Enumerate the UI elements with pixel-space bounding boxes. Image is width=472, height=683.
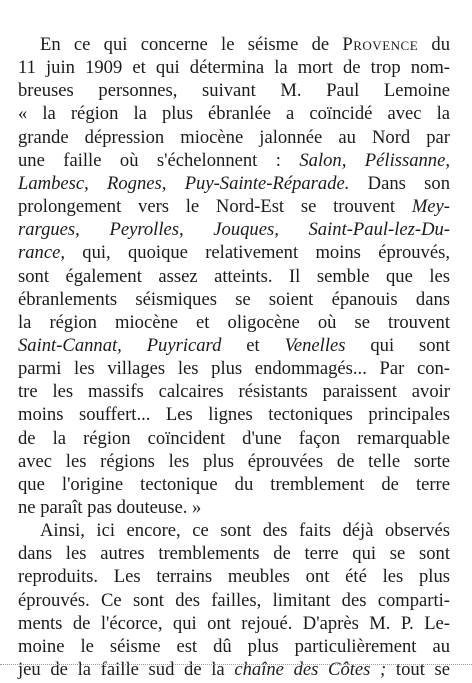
text-run: de la région coïncident d'une façon remarquable [18, 427, 450, 449]
text-line [18, 125, 450, 151]
italic-place-names: Lambesc, Rognes, Puy-Sainte-Réparade. [18, 172, 350, 194]
text-line [18, 217, 450, 243]
text-line [18, 518, 450, 544]
text-run: Dans son [349, 172, 451, 194]
italic-place-names: chaîne des Côtes ; [234, 659, 387, 680]
text-line [18, 264, 450, 290]
italic-place-names: Salon, Pélissanne, [299, 149, 450, 171]
text-line [18, 426, 450, 452]
text-line [18, 55, 450, 81]
text-line [18, 588, 450, 614]
text-run: prolongement vers le Nord-Est se trouvent [18, 196, 412, 217]
text-run: tre les massifs calcaires résistants paraissent avoir [18, 381, 450, 403]
text-run: et [221, 334, 285, 356]
text-line [18, 634, 450, 660]
text-run: que l'origine tectonique du tremblement de terre [18, 473, 450, 495]
page-bottom-edge [0, 664, 472, 673]
text-run: reproduits. Les terrains meubles ont été les plus [18, 566, 450, 588]
italic-place-names: Mey- [411, 196, 450, 217]
text-line [18, 449, 450, 475]
text-line [18, 495, 450, 521]
text-line [18, 356, 450, 382]
text-line [18, 171, 450, 197]
text-line [18, 402, 450, 428]
text-run: « la région la plus ébranlée a coïncidé avec la [18, 103, 450, 125]
text-run: moine le séisme est dû plus particulièrement au [18, 635, 450, 657]
text-run: En ce qui concerne le séisme de [40, 34, 343, 55]
italic-place-names: Venelles [284, 334, 346, 356]
text-run: jeu de la faille sud de la [18, 659, 235, 680]
text-run: éprouvés. Ce sont des failles, limitant des comparti- [18, 589, 450, 611]
text-run: qui, quoique relativement moins éprouvés, [64, 242, 450, 264]
italic-place-names: Saint-Cannat, Puyricard [18, 334, 222, 356]
text-run: qui sont [345, 334, 451, 356]
text-run: dans les autres tremblements de terre qui se sont [18, 543, 450, 565]
text-run: sont également assez atteints. Il semble que les [18, 265, 450, 287]
text-run: parmi les villages les plus endommagés... Par con- [18, 358, 450, 380]
italic-place-names: rargues, Peyrolles, Jouques, Saint-Paul-lez-Du- [18, 219, 450, 241]
text-run: Ainsi, ici encore, ce sont des faits déjà observés [40, 520, 450, 542]
text-line [18, 310, 450, 336]
text-line [18, 101, 450, 127]
text-line [18, 148, 450, 174]
text-line [18, 379, 450, 405]
text-run: ne paraît pas douteuse. » [18, 497, 202, 518]
italic-place-names: rance, [18, 242, 65, 264]
text-line [18, 564, 450, 590]
text-line [18, 333, 450, 359]
text-run: ments de l'écorce, qui ont rejoué. D'après M. P. Le- [18, 612, 450, 634]
small-caps-word: Provence [342, 34, 419, 55]
text-run: avec les régions les plus éprouvées de telle sorte [18, 450, 450, 472]
text-line [18, 32, 450, 58]
text-run: du [418, 34, 450, 55]
text-run: breuses personnes, suivant M. Paul Lemoine [18, 80, 450, 102]
text-line [18, 541, 450, 567]
text-line [18, 194, 450, 220]
text-run: tout se [386, 659, 451, 680]
text-run: grande dépression miocène jalonnée au Nord par [18, 126, 450, 148]
text-line [18, 287, 450, 313]
text-run: une faille où s'échelonnent : [18, 149, 300, 171]
text-line [18, 240, 450, 266]
text-line [18, 78, 450, 104]
text-line [18, 611, 450, 637]
text-run: moins souffert... Les lignes tectoniques principales [18, 404, 450, 426]
text-line [18, 472, 450, 498]
text-run: ébranlements séismiques se soient épanouis dans [18, 288, 450, 310]
text-run: 11 juin 1909 et qui détermina la mort de trop nom- [18, 57, 450, 79]
text-run: la région miocène et oligocène où se trouvent [18, 311, 450, 333]
